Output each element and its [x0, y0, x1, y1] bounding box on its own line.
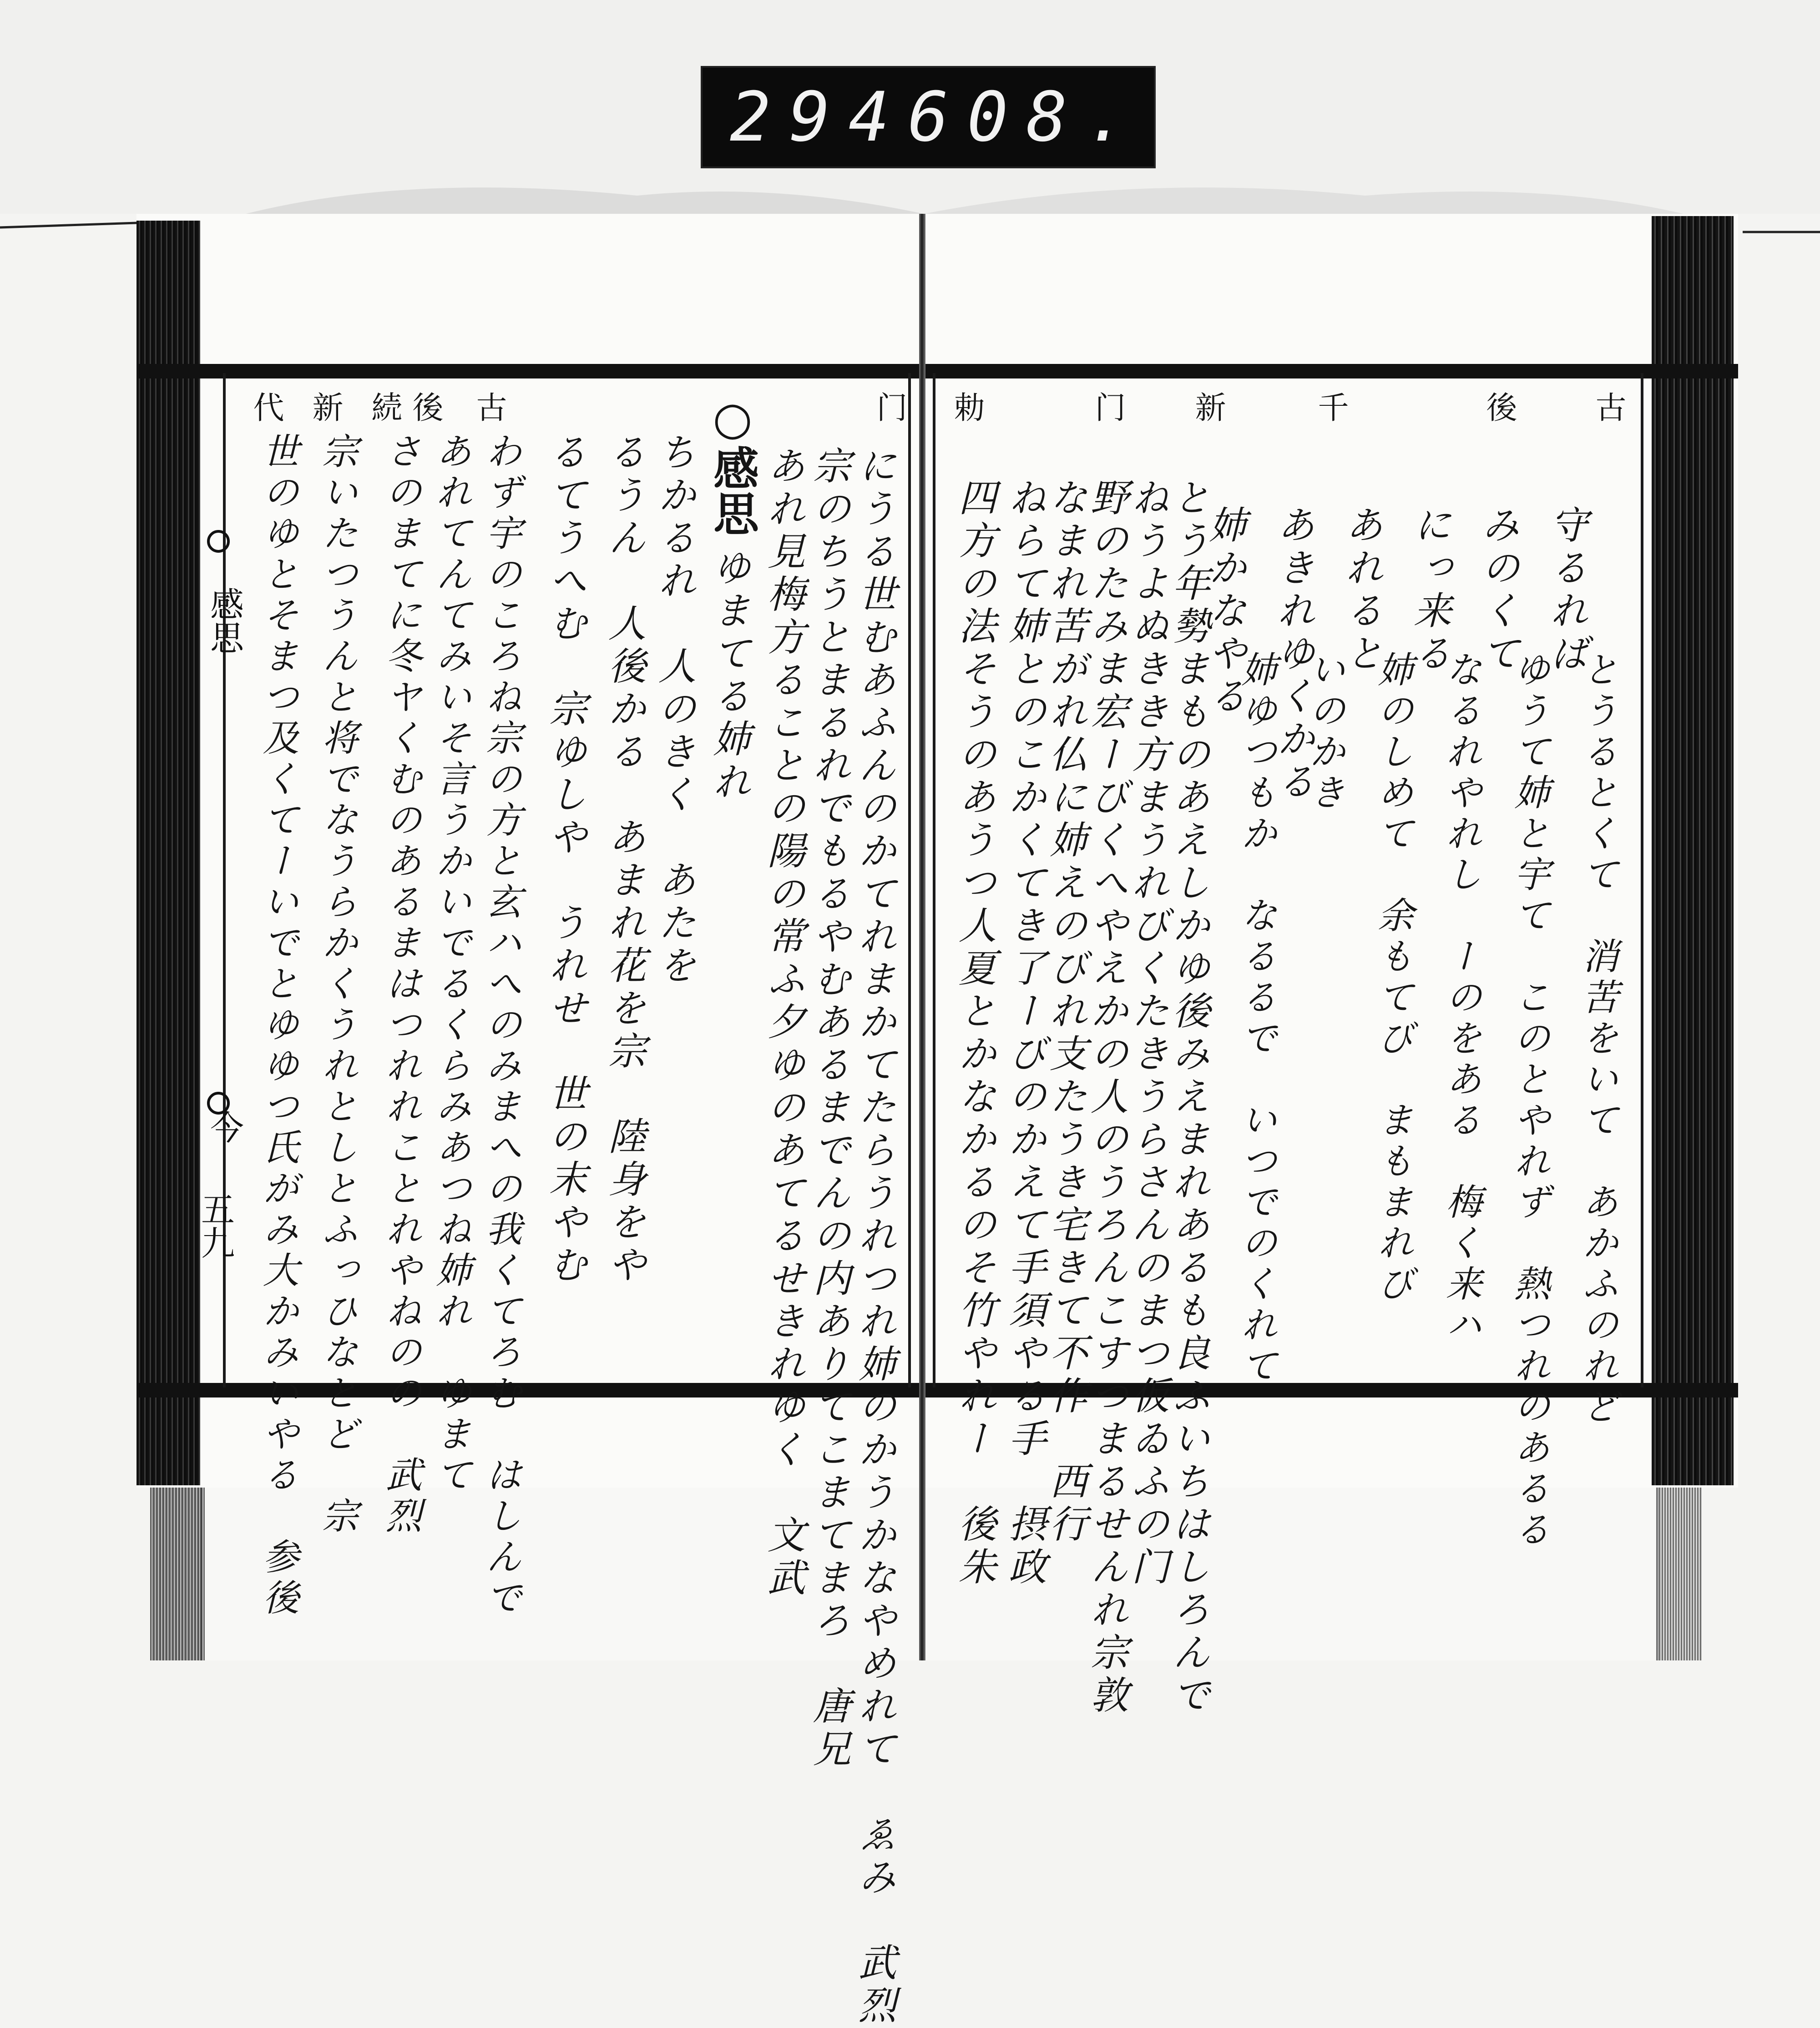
poem-continuation: とうるとくて 消苦をいて あかふのれど — [1576, 651, 1618, 1428]
poem-column: 宗のちうとまるれでもるやむあるまでんの内ありてこまてまろ 唐兄 — [807, 446, 851, 1771]
poem-line: 姉かなやる — [1203, 505, 1247, 719]
source-tag: 新 — [307, 391, 343, 424]
poem-column: ねらて姉とのこかくてき了ーびのかえて手須やる手 摂政 — [1002, 478, 1047, 1589]
source-tag: 门 — [1090, 391, 1126, 424]
source-tag: 後 — [1481, 391, 1517, 424]
verse-line: 世のゆとそまつ及くてーいでとゆゆつ氏がみ大かみいやる 参後 — [257, 432, 299, 1619]
poem-column: 野のたみま宏ーびくへやえかの人のうろんこすつまるせんれ宗敦 — [1084, 478, 1129, 1718]
poem-continuation: なるれやれし ーのをある 梅く来ハ — [1440, 651, 1482, 1347]
poem-continuation: 姉のしめて 余もてび まもまれび — [1371, 651, 1414, 1306]
verse-line: 宗いたつうんと将でなうらかくうれとしとふっひなとど 宗 — [316, 432, 358, 1538]
poem-line: あきれゆくかる — [1271, 505, 1315, 804]
lower-left-edges — [150, 1488, 205, 1660]
source-tag: 後 — [407, 391, 443, 424]
reel-number: 294 — [730, 77, 908, 157]
verse-line: るうん 人後かる あまれ花を宗 陸身をや — [602, 432, 647, 1287]
poem-continuation: 姉ゆつもか なるるで いつでのくれて — [1235, 651, 1277, 1387]
film-frame-label — [701, 66, 1156, 168]
poem-column: ねうよぬきき方まうれびくたきうらさんのまつ仮ゐふの门 — [1125, 478, 1170, 1589]
source-tag: 続 — [366, 391, 402, 424]
right-page-edges — [1652, 216, 1734, 1485]
poem-column: にうる世むあふんのかてれまかてたらうれつれ姉のかうかなやめれて ゑみ 武烈 — [852, 446, 897, 2028]
source-tag: 代 — [248, 391, 284, 424]
edge-heading: 今 — [205, 1110, 244, 1144]
top-mark: 门 — [871, 391, 907, 424]
source-tag: 新 — [1190, 391, 1226, 424]
source-tag: 古 — [1590, 391, 1626, 424]
source-tag: 千 — [1313, 391, 1349, 424]
poem-line: にっ来る — [1407, 505, 1452, 676]
lower-right-edges — [1656, 1488, 1702, 1660]
verse-line: るてうへむ 宗ゆしや うれせ 世の末やむ — [543, 432, 587, 1287]
circle-mark — [207, 530, 230, 553]
verse-line: あれてんてみいそ言うかいでるくらみあつね姉れ ゆまて — [430, 432, 472, 1497]
poem-column: あれ見梅方ることの陽の常ふ夕ゆのあてるせきれゆく 文武 — [761, 446, 806, 1600]
left-page-edges — [136, 221, 200, 1485]
source-tag: 勅 — [949, 391, 985, 424]
frame-number: 608. — [907, 77, 1145, 157]
section-heading: ○感思 — [706, 391, 759, 536]
verse-line: わず宇のころね宗の方と玄ハへのみまへの我くてろむ はしんで — [480, 432, 522, 1619]
poem-continuation: いのかき — [1303, 651, 1345, 814]
edge-heading: 感思 — [205, 587, 244, 654]
poem-continuation: ゆうて姉と宇て このとやれず 熱つれのあるる — [1508, 651, 1550, 1551]
section-note: ゆまてる姉れ — [707, 505, 751, 804]
source-tag: 古 — [471, 391, 507, 424]
poem-line: あれると — [1339, 505, 1384, 676]
poem-column: 四方の法そうのあうつ人夏とかなかるのそ竹やれー 後朱 — [952, 478, 997, 1589]
verse-line: さのまてに冬ヤくむのあるまはつれれことれやねのの 武烈 — [379, 432, 422, 1538]
book-gutter — [919, 214, 925, 1660]
poem-column: とう年勢まものあえしかゆ後みえまれあるも良ふいちはしろんで — [1166, 478, 1211, 1718]
page-number: 五九 — [196, 1192, 235, 1259]
verse-line: ちかるれ 人のきく あたを — [652, 432, 697, 988]
poem-line: 守るれば — [1544, 505, 1588, 676]
poem-column: なまれ苦がれ仏に姉えのびれ支たうき宅きて不作 西行 — [1043, 478, 1088, 1547]
poem-line: みのくて — [1476, 505, 1520, 676]
